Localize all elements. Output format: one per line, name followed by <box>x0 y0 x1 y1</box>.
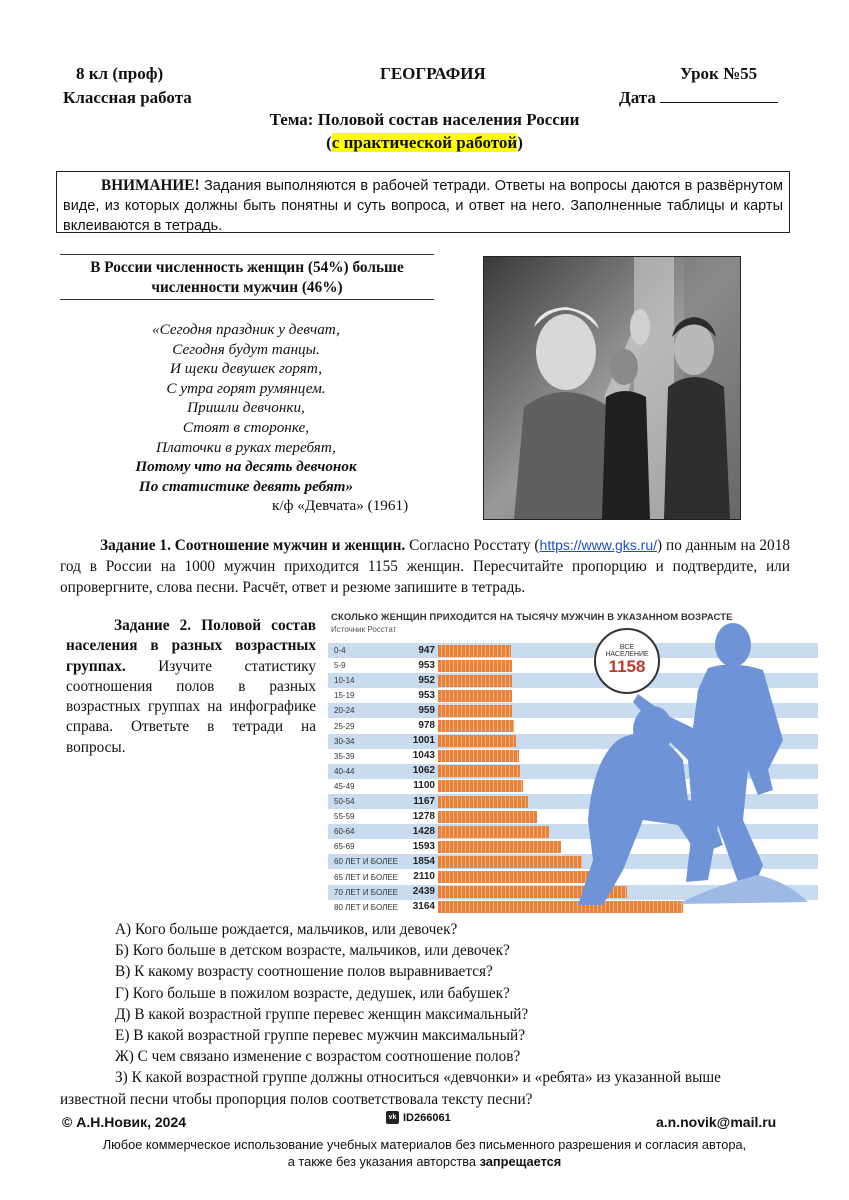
ratio-bar <box>438 660 512 672</box>
ratio-bar <box>438 735 516 747</box>
age-group-label: 0-4 <box>334 646 346 655</box>
author-email[interactable]: a.n.novik@mail.ru <box>656 1114 777 1130</box>
topic-subtitle: (с практической работой) <box>326 133 523 152</box>
questions-list <box>60 919 790 1110</box>
task-2: Задание 2. Половой состав населения в разных возрастных группах. Изучите статистику соотношения полов в разных возрастных группах на инфографике справа. Ответьте в тетради на вопросы. <box>66 617 316 756</box>
ratio-value-label: 1593 <box>412 840 435 852</box>
fact-line-1: В России численность женщин (54%) больше <box>90 259 404 276</box>
ratio-bar <box>438 705 512 717</box>
ratio-bar <box>438 675 512 687</box>
age-group-label: 30-34 <box>334 736 355 746</box>
age-group-label: 25-29 <box>334 721 355 731</box>
ratio-value-label: 1278 <box>412 810 435 822</box>
age-group-label: 65-69 <box>334 842 355 852</box>
rosstat-link[interactable]: https://www.gks.ru/ <box>539 537 658 553</box>
ratio-bar <box>438 796 528 808</box>
poem-line: Платочки в руках теребят, <box>156 438 336 456</box>
grade-label: 8 кл (проф) <box>76 64 164 83</box>
age-group-label: 10-14 <box>334 676 355 686</box>
poem-line: Пришли девчонки, <box>187 399 305 417</box>
ratio-value-label: 953 <box>418 689 435 701</box>
poem-line-bold: По статистике девять ребят» <box>138 477 354 495</box>
question-item: Е) В какой возрастной группе перевес мужчин максимальный? <box>115 1027 525 1045</box>
age-group-label: 40-44 <box>334 766 355 776</box>
ratio-value-label: 953 <box>418 659 435 671</box>
ratio-value-label: 959 <box>418 704 435 716</box>
subject-title: ГЕОГРАФИЯ <box>380 64 486 83</box>
total-population-badge <box>594 628 660 694</box>
date-field <box>619 88 778 108</box>
ratio-bar <box>438 811 537 823</box>
age-group-label: 50-54 <box>334 797 355 806</box>
task-2-label: Задание 2. Половой состав населения в разных возрастных группах. <box>66 617 316 675</box>
vk-id: vk ID266061 <box>386 1111 451 1124</box>
age-group-label: 80 ЛЕТ И БОЛЕЕ <box>334 902 399 912</box>
ratio-value-label: 1428 <box>412 825 435 837</box>
ratio-bar <box>438 826 549 838</box>
poem-line: «Сегодня праздник у девчат, <box>152 321 340 338</box>
poem-source: к/ф «Девчата» (1961) <box>272 497 409 514</box>
film-still-illustration <box>484 257 740 519</box>
date-line <box>660 88 778 103</box>
date-label: Дата <box>619 88 656 107</box>
question-item: А) Кого больше рождается, мальчиков, или девочек? <box>115 921 458 938</box>
ratio-bar <box>438 750 519 762</box>
age-group-label: 55-59 <box>334 812 355 822</box>
ratio-value-label: 1167 <box>413 795 435 807</box>
poem-line: И щеки девушек горят, <box>169 360 322 378</box>
task-1: Задание 1. Соотношение мужчин и женщин. Согласно Росстату (https://www.gks.ru/) по данным на 2018 год в России на 1000 мужчин приходится 1155 женщин. Пересчитайте пропорцию и подтвердите, или опровергните, слова песни. Расчёт, ответ и резюме запишите в тетрадь. <box>60 537 790 596</box>
topic-title: Тема: Половой состав населения России <box>269 110 580 129</box>
attention-box <box>56 171 790 233</box>
work-type: Классная работа <box>63 88 192 107</box>
poem-line-bold: Потому что на десять девчонок <box>135 458 357 476</box>
question-item: Д) В какой возрастной группе перевес женщин максимальный? <box>115 1005 529 1023</box>
attention-text: Задания выполняются в рабочей тетради. Ответы на вопросы даются в развёрнутом виде, из которых должны быть понятны и суть вопроса, и ответ на него. Заполненные таблицы и карты вклеиваются в тетрадь. <box>63 178 783 234</box>
question-item: Б) Кого больше в детском возрасте, мальчиков, или девочек? <box>115 942 510 960</box>
ratio-bar <box>438 780 523 792</box>
question-item: Г) Кого больше в пожилом возрасте, дедушек, или бабушек? <box>115 984 510 1002</box>
task-1-label: Задание 1. Соотношение мужчин и женщин. <box>100 537 406 554</box>
infographic-source: Источник Росстат <box>331 625 397 634</box>
vk-icon: vk <box>386 1111 399 1124</box>
ratio-bar <box>438 765 520 777</box>
ratio-value-label: 2439 <box>412 886 435 898</box>
ratio-value-label: 952 <box>418 674 435 686</box>
poem-line: Сегодня будут танцы. <box>172 340 320 358</box>
question-item: З) К какой возрастной группе должны относиться «девчонки» и «ребята» из указанной выше известной песни чтобы пропорция полов соответствовала тексту песни? <box>60 1069 721 1108</box>
infographic <box>328 610 818 916</box>
topic-highlight: с практической работой <box>331 133 518 152</box>
ratio-value-label: 1100 <box>413 780 435 792</box>
age-group-label: 20-24 <box>334 706 355 716</box>
ratio-value-label: 1043 <box>412 750 435 762</box>
fact-box <box>60 254 434 300</box>
age-group-label: 35-39 <box>334 751 355 761</box>
ratio-value-label: 2110 <box>413 871 435 882</box>
copyright-notice: Любое коммерческое использование учебных материалов без письменного разрешения и согласия автора, а также без указания авторства запрещается <box>102 1137 747 1169</box>
infographic-title: СКОЛЬКО ЖЕНЩИН ПРИХОДИТСЯ НА ТЫСЯЧУ МУЖЧИН В УКАЗАННОМ ВОЗРАСТЕ <box>331 612 733 623</box>
question-item: Ж) С чем связано изменение с возрастом соотношение полов? <box>115 1048 521 1066</box>
attention-label: ВНИМАНИЕ! <box>101 177 200 194</box>
ratio-bar <box>438 720 514 732</box>
age-group-label: 5-9 <box>334 661 346 671</box>
age-group-label: 15-19 <box>334 691 355 701</box>
age-group-label: 45-49 <box>334 781 355 791</box>
age-group-label: 65 ЛЕТ И БОЛЕЕ <box>334 872 399 882</box>
ratio-value-label: 3164 <box>412 901 435 913</box>
ratio-bar <box>438 690 512 702</box>
badge-value: 1158 <box>608 657 646 676</box>
ratio-value-label: 1062 <box>412 765 435 777</box>
badge-top: ВСЕ <box>619 644 635 651</box>
ratio-value-label: 947 <box>418 644 435 656</box>
ratio-value-label: 1001 <box>412 735 435 747</box>
ratio-value-label: 1854 <box>412 855 435 867</box>
copyright: © А.Н.Новик, 2024 <box>62 1114 187 1130</box>
age-group-label: 70 ЛЕТ И БОЛЕЕ <box>334 887 399 897</box>
film-still-photo <box>483 256 741 520</box>
age-group-label: 60 ЛЕТ И БОЛЕЕ <box>334 857 399 867</box>
poem-line: С утра горят румянцем. <box>166 379 326 397</box>
poem-line: Стоят в сторонке, <box>182 418 310 436</box>
age-group-label: 60-64 <box>334 827 355 837</box>
lesson-number: Урок №55 <box>680 64 758 83</box>
question-item: В) К какому возрасту соотношение полов выравнивается? <box>115 963 493 981</box>
ratio-value-label: 978 <box>418 720 435 731</box>
ratio-bar <box>438 645 511 657</box>
fact-line-2: численности мужчин (46%) <box>151 278 343 296</box>
song-poem <box>60 320 432 496</box>
badge-mid: НАСЕЛЕНИЕ <box>605 651 649 658</box>
ratio-bar <box>438 841 561 853</box>
